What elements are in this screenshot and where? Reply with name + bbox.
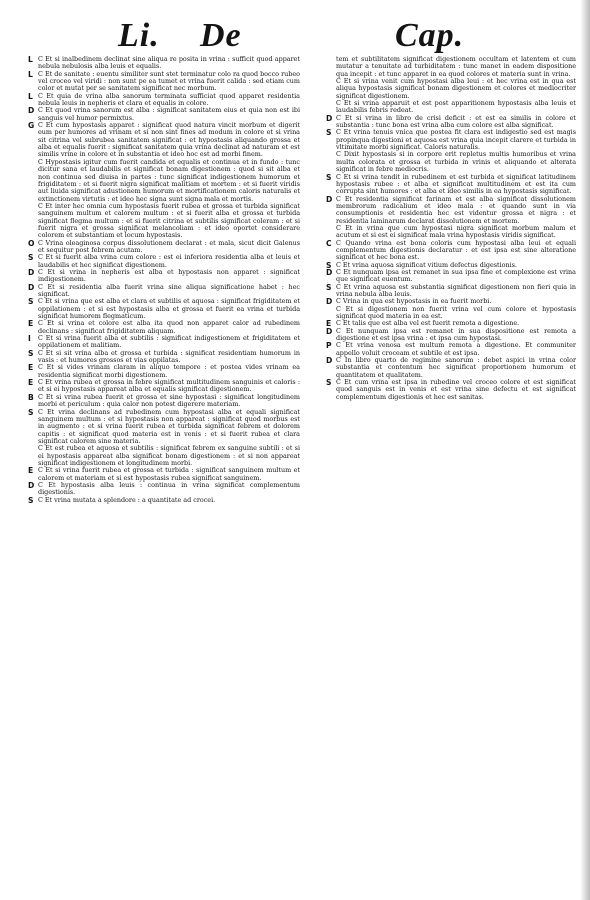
paragraph-text: tem et subtilitatem significat digestionem occultam et latentem et cum mutatur a tenuitate ad turbiditatem : tunc manet in eadem dispositione qua incepit : et tunc apparet in ea quod colores et materia sunt in vrina.	[336, 56, 576, 78]
marginal-letter: G	[28, 121, 35, 131]
paragraph-text: C Et cum vrina est ipsa in rubedine vel croceo colore et est significat quod sanguis est in venis et est vrina sine defectu et est significat complementum digestionis et hec est sanitas.	[336, 378, 576, 401]
paragraph	[326, 129, 576, 151]
marginal-letter: E	[28, 466, 34, 476]
marginal-letter: S	[28, 348, 34, 358]
paragraph-text: C Et vrina venosa est multum remota a digestione. Et communiter appello voluit croceam et subtile et est ipsa.	[336, 341, 576, 357]
paragraph	[28, 364, 300, 379]
paragraph-text: C Et si vrina fuerit alba et subtilis : significat indigestionem et frigiditatem et oppilationem et malitiam.	[38, 334, 300, 350]
marginal-letter: D	[28, 267, 35, 277]
paragraph	[28, 93, 300, 108]
paragraph-text: C Et quia de vrina alba sanorum terminata sufficiat quod apparet residentia nebula leuis in nepheris et clara et equalis in colore.	[38, 91, 300, 108]
marginal-letter: D	[28, 480, 35, 490]
paragraph	[326, 357, 576, 379]
paragraph-text: C Et nunquam ipsa est remanet in sua ipsa fine et complexione est vrina que significat euentum.	[336, 267, 576, 284]
marginal-letter: S	[326, 260, 332, 270]
paragraph	[28, 394, 300, 409]
marginal-letter: S	[28, 495, 34, 505]
marginal-letter: D	[326, 297, 333, 307]
paragraph	[326, 284, 576, 299]
header-title-word: De	[200, 17, 242, 54]
paragraph-text: C In libro quarto de regimine sanorum : debet aspici in vrina color substantia et contentum hec significat proportionem humorum et quantitatem et qualitatem.	[336, 356, 576, 379]
paragraph	[28, 482, 300, 497]
marginal-letter: S	[326, 128, 332, 138]
marginal-letter: L	[28, 91, 33, 101]
paragraph	[28, 298, 300, 320]
paragraph-text: C Dixit hypostasis si in corpore erit repletus multis humoribus et vrina multa colorata et grossa et turbida in vrinis et aliquando et alterata significat in febre mediocris.	[336, 150, 576, 174]
right-text-column	[326, 56, 576, 892]
paragraph-text: C Et si vrina venit cum hypostasi alba leui : et hec vrina est in qua est aliqua hypostasis significat bonam digestionem et colores et mediocriter significat digestionem.	[336, 77, 576, 100]
paragraph	[28, 320, 300, 335]
marginal-letter: S	[326, 172, 332, 182]
paragraph	[28, 284, 300, 299]
marginal-letter: D	[28, 282, 35, 292]
paragraph	[28, 269, 300, 284]
paragraph-text: C Et si vrina que est alba et clara et subtilis et aquosa : significat frigiditatem et oppilationem : et si est hypostasis alba et grossa et fuerit ea vrina et turbida significat humorem flegmaticum.	[38, 297, 300, 321]
paragraph-text: C Et si digestionem non fuerit vrina vel cum colore et hypostasis significat quod materia in ea est.	[336, 304, 576, 321]
paragraph-text: C Et si inalbedinem declinat sine aliqua re posita in vrina : sufficit quod apparet nebula nebulosis alba leuis et equalis.	[38, 56, 300, 71]
left-text-column	[28, 56, 300, 892]
paragraph	[326, 115, 576, 130]
paragraph	[28, 159, 300, 203]
marginal-letter: D	[326, 267, 333, 277]
paragraph-text: C Et si vrina rubea fuerit et grossa et sine hypostasi : significat longitudinem morbi et periculum : quia calor non potest digerere materiam.	[38, 392, 300, 409]
marginal-letter: D	[326, 356, 333, 366]
marginal-letter: S	[326, 378, 332, 388]
paragraph-text: C Et vrina mutata a splendore : a quantitate ad crocei.	[38, 495, 216, 504]
paragraph	[326, 196, 576, 225]
paragraph-text: C Et vrina aquosa est substantia significat digestionem non fieri quia in vrina nebula alba leuis.	[336, 282, 576, 298]
paragraph	[28, 240, 300, 255]
marginal-letter: D	[28, 106, 35, 116]
paragraph-text: C Et si vrina tendit in rubedinem et est turbida et significat latitudinem hypostasis rubee : et alba et significat multitudinem et est ita cum corrupta sint humores : et alba et ideo similis in ea hypostasis significat.	[336, 172, 576, 196]
marginal-letter: C	[326, 238, 332, 248]
paragraph	[326, 306, 576, 321]
marginal-letter: E	[28, 378, 34, 388]
paragraph-text: C Et si residentia alba fuerit vrina sine aliqua significatione habet : hec significat.	[38, 282, 300, 298]
paragraph-text: C Et hypostasis alba leuis : continua in vrina significat complementum digestionis.	[38, 480, 300, 497]
paragraph-text: C Et si sit vrina alba et grossa et turbida : significat residentiam humorum in vasis : et humores grossos et vias oppilatas.	[38, 348, 300, 365]
marginal-letter: D	[326, 194, 333, 204]
paragraph	[326, 174, 576, 196]
page-edge-shadow	[580, 0, 590, 900]
paragraph	[28, 122, 300, 159]
paragraph-text: C Et si fuerit alba vrina cum colore : est ei inferiora residentia alba et leuis et laudabilis et hec significat digestionem.	[38, 253, 300, 269]
marginal-letter: P	[326, 341, 332, 351]
paragraph	[326, 240, 576, 262]
marginal-letter: D	[326, 113, 333, 123]
paragraph-text: C Vrina oleaginosa corpus dissolutionem declarat : et mala, sicut dicit Galenus et sequitur post febrem acutam.	[38, 238, 300, 254]
marginal-letter: E	[326, 319, 332, 329]
marginal-letter: I	[28, 334, 31, 344]
paragraph-text: C Et si vides vrinam claram in aliquo tempore : et postea vides vrinam ea residentia significat morbi digestionem.	[38, 363, 300, 379]
paragraph	[326, 151, 576, 173]
paragraph-text: C Et vrina rubea et grossa in febre significat multitudinem sanguinis et caloris : et si ei hypostasis appareat alba et equalis significat digestionem.	[38, 378, 300, 394]
paragraph	[28, 409, 300, 446]
paragraph	[28, 203, 300, 240]
paragraph-text: C Et si vrina et colore est alba ita quod non apparet calor ad rubedinem declinans : significat frigiditatem aliquam.	[38, 319, 300, 335]
marginal-letter: S	[326, 282, 332, 292]
paragraph-text: C Et cum hypostasis apparet : significat quod natura vincit morbum et digerit eum per humores ad vrinam et si non sint fines ad modum in colore et si vrina sit citrina vel subrubea sanitatem significat : et hypostasis aliquando grossa et alba et equalis fuerit : significat sanitatem quia vrina declinat ad naturam et est similis vrine in colore et in substantia et ideo hoc est ad morbi finem.	[38, 121, 300, 159]
marginal-letter: S	[28, 253, 34, 263]
paragraph-text: C Et nunquam ipsa est remanet in sua dispositione est remota a digestione et est ipsa vrina : et ipsa cum hypostasi.	[336, 326, 576, 343]
paragraph-text: C Et in vrina que cum hypostasi nigra significat morbum malum et acutum et si est ei significat mala vrina hypostasis viridis significat.	[336, 223, 576, 240]
paragraph	[326, 78, 576, 100]
header-book-label: Li.	[118, 17, 160, 54]
paragraph-text: C Et vrina declinans ad rubedinem cum hypostasi alba et equali significat sanguinem multum : et si hypostasis non appareat : significat quod morbus est in augmento : et si vrina fuerit rubea et turbida significat febrem et dolorem capitis : et significat quod materia est in venis : et si fuerit rubea et clara significat calorem sine materia.	[38, 407, 300, 445]
paragraph	[326, 379, 576, 401]
marginal-letter: E	[28, 319, 34, 329]
paragraph-text: C Et vrina tenuis vnica que postea fit clara est indigestio sed est magis propinqua digestioni et aquosa est vrina quia incepit clarere et turbida in vltimitate morbi significat. Caloris naturalis.	[336, 128, 576, 152]
marginal-letter: E	[28, 363, 34, 373]
paragraph	[28, 107, 300, 122]
marginal-letter: D	[326, 326, 333, 336]
paragraph-text: C Hypostasis igitur cum fuerit candida et equalis et continua et in fundo : tunc dicitur sana et laudabilis et significat bonam digestionem : quod si sit alba et non continua sed diuisa in partes : tunc significat indigestionem humorum et frigiditatem : et si fuerit nigra significat malitiam et mortem : et si fuerit viridis aut liuida significat adustionem humorum et mortificationem caloris naturalis et extinctionem virtutis : et ideo hec signa sunt signa mala et mortis.	[38, 157, 300, 203]
paragraph	[28, 71, 300, 93]
paragraph-text: C Et residentia significat farinam et est alba significat dissolutionem membrorum radicalium et ideo mala : et quando sunt in via consumptionis et residentia hec est videntur grossa et nigra : et residentia laminarum declarat dissolutionem et mortem.	[336, 194, 576, 225]
paragraph-text: C Et est rubea et aquosa et subtilis : significat febrem ex sanguine subtili : et si ei hypostasis appareat alba significat bonam digestionem : et si non appareat significat indigestionem et longitudinem morbi.	[38, 444, 300, 467]
page-header	[0, 14, 590, 58]
paragraph-text: C Quando vrina est bona coloris cum hypostasi alba leui et equali complementum digestionis declaratur : et est ipsa est sine alteratione significat et hec bona est.	[336, 238, 576, 262]
marginal-letter: L	[28, 56, 33, 64]
marginal-letter: L	[28, 69, 33, 79]
paragraph	[28, 497, 300, 504]
paragraph	[28, 467, 300, 482]
paragraph-text: C Et inter hec omnia cum hypostasis fuerit rubea et grossa et turbida significat sanguinem multum et calorem multum : et si fuerit alba et grossa et turbida significat flegma multum : et si fuerit citrina et subtilis significat coleram : et si fuerit nigra et grossa significat melancoliam : et ideo oportet considerare colorem et substantiam et locum hypostasis.	[38, 201, 300, 240]
paragraph	[28, 56, 300, 71]
paragraph	[326, 56, 576, 78]
paragraph-text: C Et vrina aquosa significat vitium defectus digestionis.	[336, 260, 517, 269]
marginal-letter: O	[28, 238, 35, 248]
paragraph-text: C Et talis que est alba vel est fuerit remota a digestione.	[336, 319, 520, 328]
paragraph-text: C Et de sanitate : euentu similiter sunt stet terminatur colo ra quod bocco rubeo vel croceo vel viridi : non sunt pe ea tumet et vrina fuerit calida : sed etiam cum color et mutat per se sanitatem significat nec morbum.	[38, 69, 300, 93]
paragraph-text: C Vrina in qua est hypostasis in ea fuerit morbi.	[336, 297, 492, 306]
paragraph	[326, 328, 576, 343]
marginal-letter: B	[28, 392, 34, 402]
paragraph	[326, 225, 576, 240]
paragraph-text: C Et si vrina fuerit rubea et grossa et turbida : significat sanguinem multum et calorem et materiam et si est hypostasis rubea significat sanguinem.	[38, 466, 300, 482]
paragraph	[326, 342, 576, 357]
paragraph-text: C Et si vrina apparuit et est post apparitionem hypostasis alba leuis et laudabilis febris redeat.	[336, 99, 576, 115]
paragraph-text: C Et si vrina in nepheris est alba et hypostasis non apparet : significat indigestionem.	[38, 267, 300, 284]
paragraph	[28, 445, 300, 467]
marginal-letter: S	[28, 297, 34, 307]
paragraph	[326, 100, 576, 115]
paragraph	[326, 269, 576, 284]
paragraph-text: C Et si vrina in libro de crisi deficit : et est ea similis in colore et substantia : tunc bona est vrina alba cum colore est alba significat.	[336, 113, 576, 130]
marginal-letter: S	[28, 407, 34, 417]
paragraph	[28, 254, 300, 269]
paragraph	[28, 350, 300, 365]
paragraph	[28, 379, 300, 394]
header-chapter-label: Cap.	[395, 17, 465, 54]
paragraph	[28, 335, 300, 350]
paragraph-text: C Et quod vrina sanorum est alba : significat sanitatem eius et quia non est ibi sanguis vel humor permixtus.	[38, 106, 300, 122]
